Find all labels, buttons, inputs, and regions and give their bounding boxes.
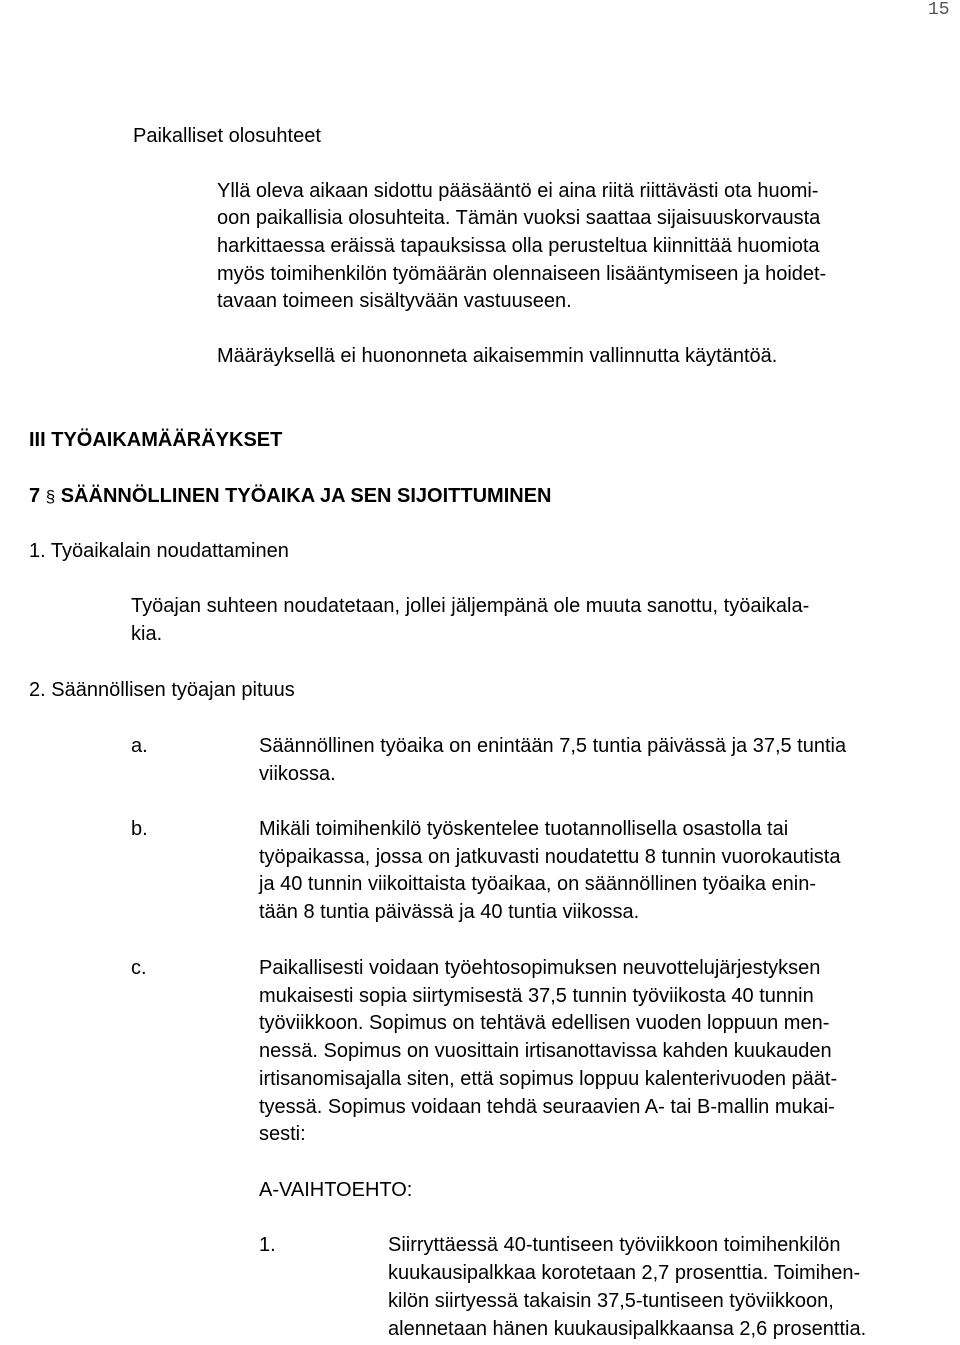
list-item-label: b.	[131, 818, 148, 840]
list-item-line: mukaisesti sopia siirtymisestä 37,5 tunnin työviikosta 40 tunnin	[259, 985, 814, 1007]
local-conditions-heading: Paikalliset olosuhteet	[133, 125, 321, 147]
alternative-item-line: Siirryttäessä 40-tuntiseen työviikkoon toimihenkilön	[388, 1234, 841, 1256]
paragraph-line: Yllä oleva aikaan sidottu pääsääntö ei aina riitä riittävästi ota huomi-	[217, 180, 819, 202]
item1-heading: 1. Työaikalain noudattaminen	[29, 540, 289, 562]
section-number: 7	[29, 485, 41, 507]
list-item-line: ja 40 tunnin viikoittaista työaikaa, on säännöllinen työaika enin-	[259, 873, 817, 895]
alternative-item-line: alennetaan hänen kuukausipalkkaansa 2,6 prosenttia.	[388, 1318, 867, 1340]
paragraph-line: myös toimihenkilön työmäärän olennaiseen lisääntymiseen ja hoidet-	[217, 263, 827, 285]
list-item-line: työpaikassa, jossa on jatkuvasti noudatettu 8 tunnin vuorokautista	[259, 846, 841, 868]
list-item-label: a.	[131, 735, 148, 757]
list-item-line: Paikallisesti voidaan työehtosopimuksen neuvottelujärjestyksen	[259, 957, 821, 979]
list-item-line: Mikäli toimihenkilö työskentelee tuotannollisella osastolla tai	[259, 818, 789, 840]
local-conditions-note: Määräyksellä ei huononneta aikaisemmin vallinnutta käytäntöä.	[217, 345, 778, 367]
page-number: 15	[928, 0, 950, 20]
list-item-label: c.	[131, 957, 147, 979]
section-symbol: §	[45, 487, 56, 506]
paragraph-line: harkittaessa eräissä tapauksissa olla perusteltua kiinnittää huomiota	[217, 235, 820, 257]
list-item-line: tään 8 tuntia päivässä ja 40 tuntia viikossa.	[259, 901, 640, 923]
list-item-line: työviikkoon. Sopimus on tehtävä edellisen vuoden loppuun men-	[259, 1012, 830, 1034]
section-title: SÄÄNNÖLLINEN TYÖAIKA JA SEN SIJOITTUMINEN	[60, 485, 552, 507]
list-item-line: Säännöllinen työaika on enintään 7,5 tuntia päivässä ja 37,5 tuntia	[259, 735, 847, 757]
paragraph-line: tavaan toimeen sisältyvään vastuuseen.	[217, 290, 572, 312]
alternative-heading: A-VAIHTOEHTO:	[259, 1179, 413, 1201]
list-item-line: tyessä. Sopimus voidaan tehdä seuraavien A- tai B-mallin mukai-	[259, 1096, 835, 1118]
alternative-item-label: 1.	[259, 1234, 276, 1256]
paragraph-line: oon paikallisia olosuhteita. Tämän vuoksi saattaa sijaisuuskorvausta	[217, 207, 821, 229]
list-item-line: nessä. Sopimus on vuosittain irtisanottavissa kahden kuukauden	[259, 1040, 832, 1062]
list-item-line: sesti:	[259, 1123, 306, 1145]
list-item-line: viikossa.	[259, 763, 336, 785]
alternative-item-line: kilön siirtyessä takaisin 37,5-tuntiseen työviikkoon,	[388, 1290, 834, 1312]
item2-heading: 2. Säännöllisen työajan pituus	[29, 679, 295, 701]
list-item-line: irtisanomisajalla siten, että sopimus loppuu kalenterivuoden päät-	[259, 1068, 838, 1090]
item1-line: Työajan suhteen noudatetaan, jollei jäljempänä ole muuta sanottu, työaikala-	[131, 595, 810, 617]
alternative-item-line: kuukausipalkkaa korotetaan 2,7 prosenttia. Toimihen-	[388, 1262, 861, 1284]
chapter-heading: III TYÖAIKAMÄÄRÄYKSET	[29, 429, 283, 451]
section-heading	[29, 482, 552, 511]
item1-line: kia.	[131, 623, 163, 645]
